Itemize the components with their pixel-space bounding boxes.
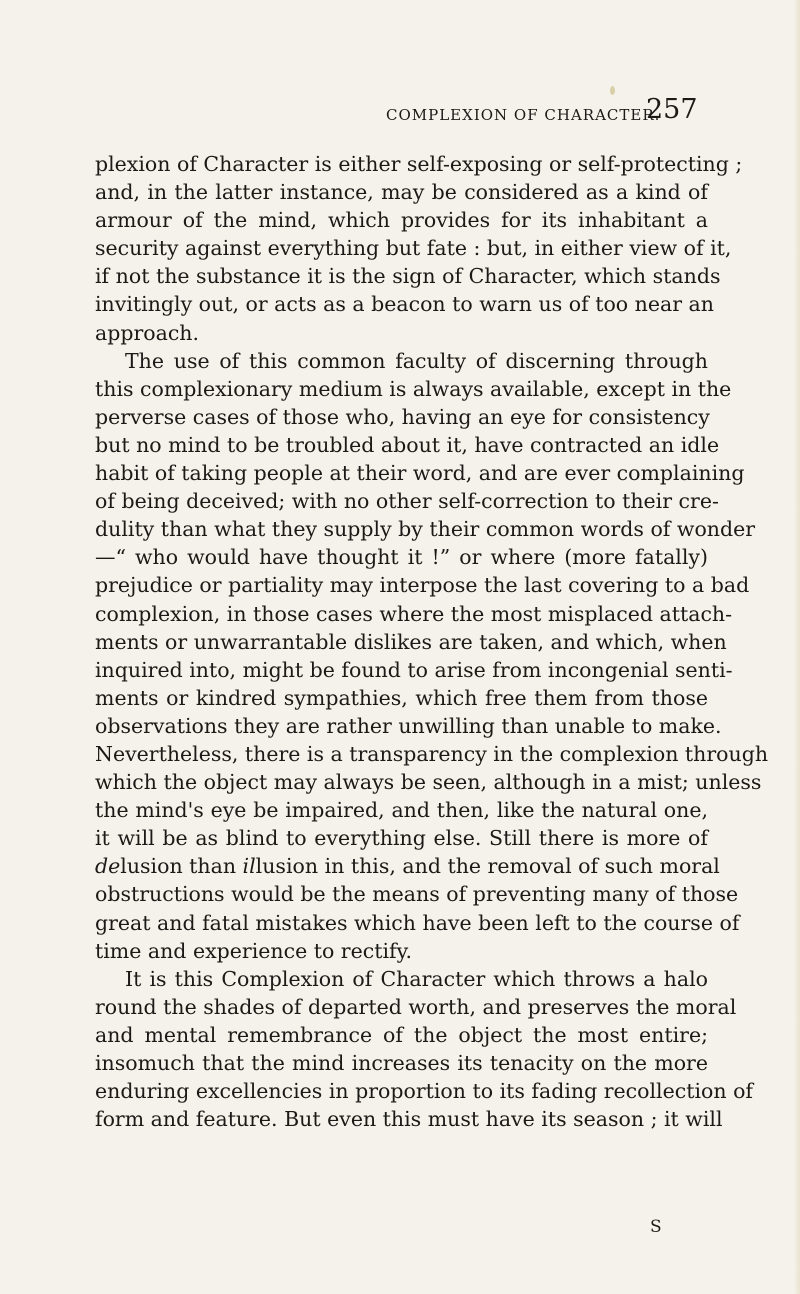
text-line: great and fatal mistakes which have been left to the course of: [95, 910, 740, 935]
page-edge-shadow: [794, 0, 800, 1294]
running-head: [0, 94, 800, 134]
text-line: but no mind to be troubled about it, have contracted an idle: [95, 432, 720, 457]
text-line: it will be as blind to everything else. Still there is more of: [95, 826, 708, 851]
text-line: plexion of Character is either self-exposing or self-protecting ;: [95, 152, 743, 176]
text-line: inquired into, might be found to arise from incongenial senti-: [95, 657, 733, 682]
text-line: approach.: [95, 320, 200, 345]
text-line: this complexionary medium is always available, except in the: [95, 376, 732, 401]
paragraph-start-line: The use of this common faculty of discerning through: [125, 348, 708, 373]
text-line: dulity than what they supply by their common words of wonder: [95, 517, 756, 542]
body-text: [95, 150, 769, 1133]
text-line: round the shades of departed worth, and preserves the moral: [95, 994, 737, 1019]
signature-mark: S: [650, 1217, 663, 1237]
text-line: and mental remembrance of the object the most entire;: [95, 1022, 708, 1047]
text-line: habit of taking people at their word, and are ever complaining: [95, 461, 745, 486]
text-line: form and feature. But even this must have its season ; it will: [95, 1107, 723, 1132]
text-line: enduring excellencies in proportion to its fading recollection of: [95, 1079, 754, 1104]
text-line: insomuch that the mind increases its tenacity on the more: [95, 1051, 708, 1075]
text-line: invitingly out, or acts as a beacon to warn us of too near an: [95, 292, 714, 317]
text-line: time and experience to rectify.: [95, 938, 412, 963]
text-line: Nevertheless, there is a transparency in the complexion through: [95, 741, 769, 766]
text-line: ments or kindred sympathies, which free them from those: [95, 685, 708, 710]
text-line: complexion, in those cases where the most misplaced attach-: [95, 601, 733, 626]
text-line: if not the substance it is the sign of Character, which stands: [95, 264, 721, 289]
text-line: the mind's eye be impaired, and then, like the natural one,: [95, 798, 708, 823]
text-line: —“ who would have thought it !” or where (more fatally): [95, 545, 708, 570]
text-line: observations they are rather unwilling than unable to make.: [95, 713, 722, 738]
text-line: and, in the latter instance, may be considered as a kind of: [95, 180, 708, 205]
text-line: prejudice or partiality may interpose the last covering to a bad: [95, 573, 750, 598]
running-title: COMPLEXION OF CHARACTER.: [386, 106, 661, 124]
text-line: which the object may always be seen, although in a mist; unless: [95, 770, 762, 795]
text-line: of being deceived; with no other self-correction to their cre-: [95, 489, 719, 514]
text-line: armour of the mind, which provides for its inhabitant a: [95, 208, 708, 233]
text-line: obstructions would be the means of preventing many of those: [95, 882, 739, 907]
text-line: security against everything but fate : but, in either view of it,: [95, 236, 732, 261]
text-line: ments or unwarrantable dislikes are taken, and which, when: [95, 629, 727, 654]
paragraph-start-line: It is this Complexion of Character which throws a halo: [125, 966, 708, 991]
text-line: delusion than illusion in this, and the removal of such moral: [95, 854, 720, 879]
page-number: 257: [646, 94, 698, 125]
text-line: perverse cases of those who, having an eye for consistency: [95, 404, 710, 429]
